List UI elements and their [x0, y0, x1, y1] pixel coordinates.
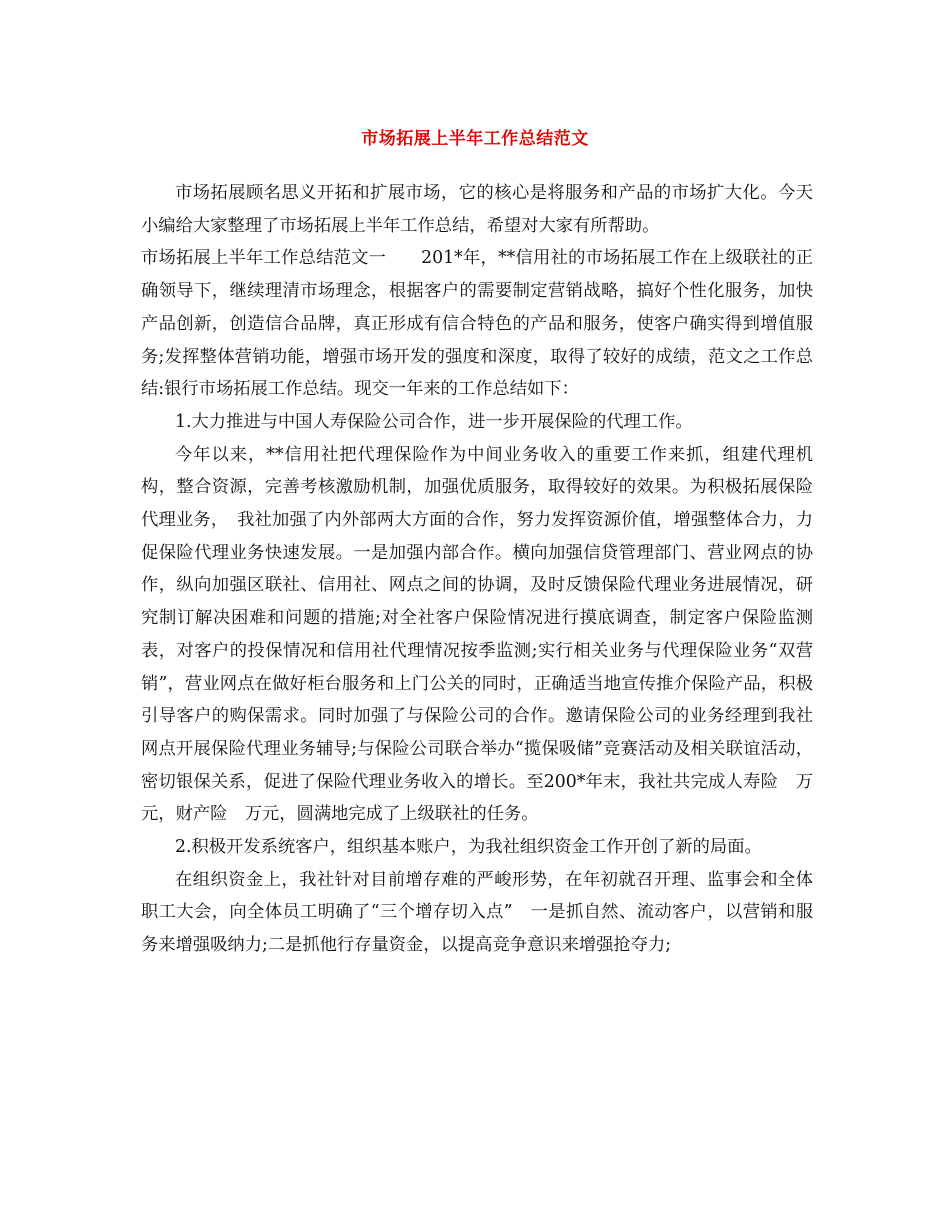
paragraph-intro: 市场拓展顾名思义开拓和扩展市场，它的核心是将服务和产品的市场扩大化。今天小编给大家整理了市场拓展上半年工作总结，希望对大家有所帮助。 — [141, 183, 813, 236]
section-heading-clients: 2.积极开发系统客户，组织基本账户，为我社组织资金工作开创了新的局面。 — [175, 837, 762, 858]
section-heading-insurance: 1.大力推进与中国人寿保险公司合作，进一步开展保险的代理工作。 — [175, 411, 693, 432]
paragraph-overview: 市场拓展上半年工作总结范文一 201*年，**信用社的市场拓展工作在上级联社的正确领导下，继续理清市场理念，根据客户的需要制定营销战略，搞好个性化服务，加快产品创新，创造信合品牌，真正形成有信合特色的产品和服务，使客户确实得到增值服务;发挥整体营销功能，增强市场开发的强度和深度，取得了较好的成绩，范文之工作总结:银行市场拓展工作总结。现交一年来的工作总结如下： — [141, 248, 813, 400]
paragraph-insurance: 今年以来，**信用社把代理保险作为中间业务收入的重要工作来抓，组建代理机构，整合资源，完善考核激励机制，加强优质服务，取得较好的效果。为积极拓展保险代理业务， 我社加强了内外部两大方面的合作，努力发挥资源价值，增强整体合力，力促保险代理业务快速发展。一是加强内部合作。横向加强信贷管理部门、营业网点的协作，纵向加强区联社、信用社、网点之间的协调，及时反馈保险代理业务进展情况，研究制订解决困难和问题的措施;对全社客户保险情况进行摸底调查，制定客户保险监测表，对客户的投保情况和信用社代理情况按季监测;实行相关业务与代理保险业务“双营销”，营业网点在做好柜台服务和上门公关的同时，正确适当地宣传推介保险产品，积极引导客户的购保需求。同时加强了与保险公司的合作。邀请保险公司的业务经理到我社网点开展保险代理业务辅导;与保险公司联合举办“揽保吸储”竞赛活动及相关联谊活动，密切银保关系，促进了保险代理业务收入的增长。至200*年末，我社共完成人寿险 万元，财产险 万元，圆满地完成了上级联社的任务。 — [141, 444, 813, 825]
paragraph-funds: 在组织资金上，我社针对目前增存难的严峻形势，在年初就召开理、监事会和全体职工大会，向全体员工明确了“三个增存切入点” 一是抓自然、流动客户，以营销和服务来增强吸纳力;二是抓他行存量资金，以提高竞争意识来增强抢夺力; — [141, 869, 813, 956]
document-body — [141, 177, 813, 962]
document-title: 市场拓展上半年工作总结范文 — [361, 129, 589, 149]
